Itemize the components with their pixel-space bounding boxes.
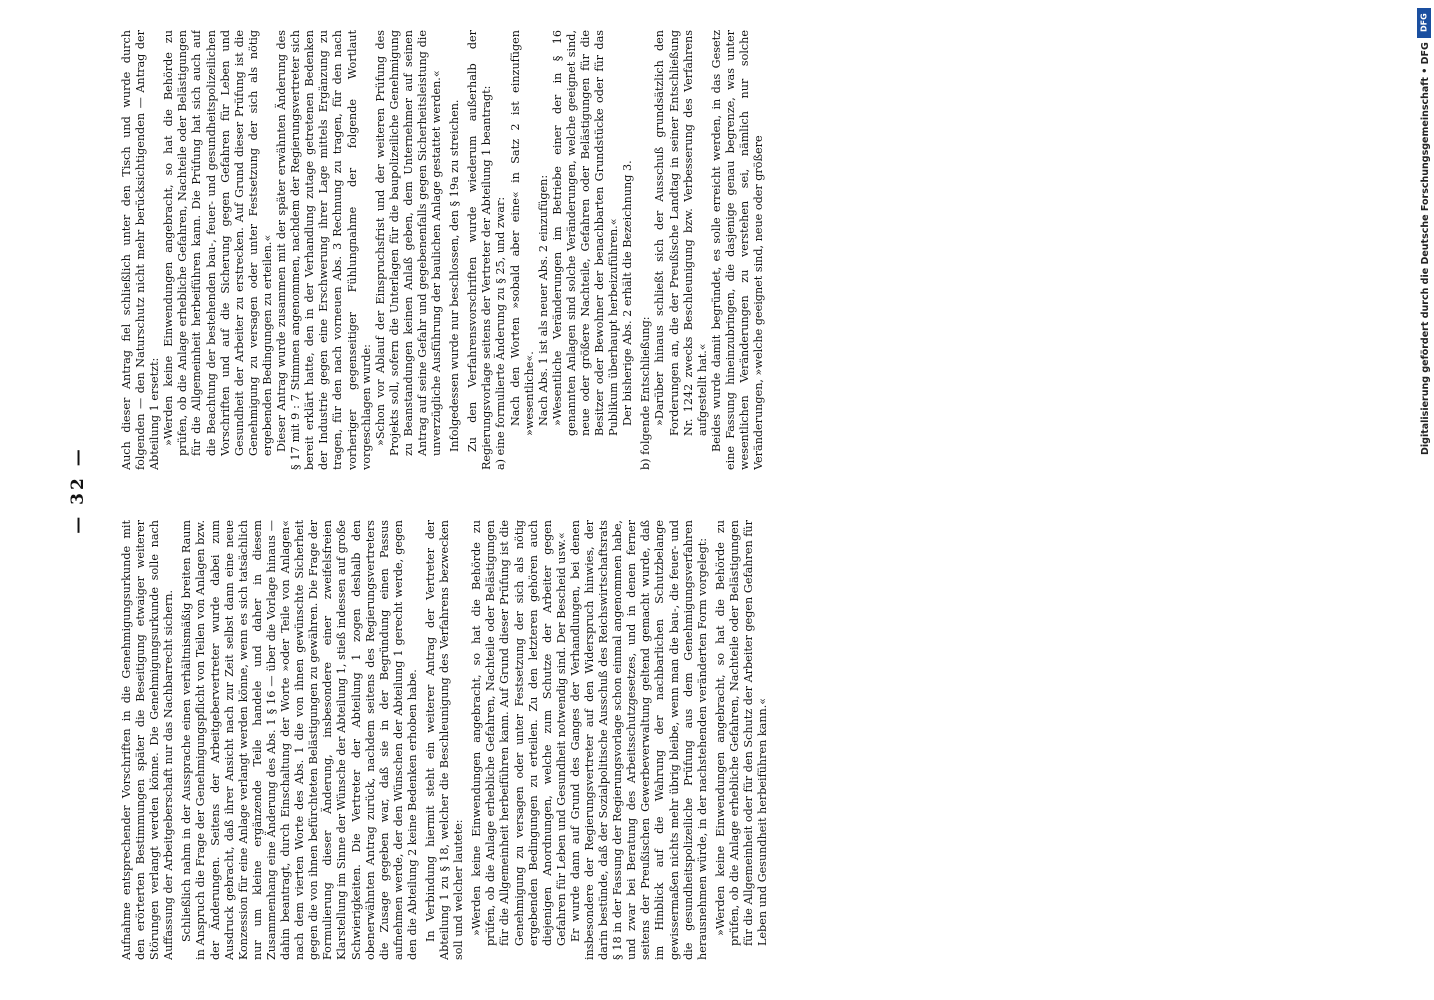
list-item: a) eine formulierte Änderung zu § 25, und zwar: — [494, 196, 508, 470]
quoted-paragraph: »Schon vor Ablauf der Einspruchsfrist und der weiteren Prüfung des Projekts soll, sofern die Unterlagen für die baupolizeiliche Genehmigung zu Beanstandungen keinen Anlaß geben, dem Unternehmer auf seinen Antrag auf seine Gefahr und gegebenenfalls gegen Sicherheitsleistung die unverzügliche Ausführung der baulichen Anlage gestattet werden.« — [373, 30, 444, 456]
paragraph: Zu den Verfahrensvorschriften wurde wiederum außerhalb der Regierungsvorlage seitens der Vertreter der Abteilung 1 beantragt: — [466, 30, 494, 470]
quoted-paragraph: »Werden keine Einwendungen angebracht, so hat die Behörde zu prüfen, ob die Anlage erhebliche Gefahren, Nachteile oder Belästigungen für die Allgemeinheit oder für den Schutz der Arbeiter gegen Gefahren für Leben und Gesundheit herbeiführen kann.« — [713, 520, 770, 946]
dfg-logo-icon: DFG — [1417, 8, 1431, 38]
list-subitem: Der bisherige Abs. 2 erhält die Bezeichnung 3. — [621, 160, 635, 426]
paragraph: Schließlich nahm in der Aussprache einen verhältnismäßig breiten Raum in Anspruch die Frage der Genehmigungspflicht von Teilen von Anlagen bzw. der Änderungen. Seitens der Arbeitgebervertreter wurde dabei zum Ausdruck gebracht, daß ihrer Ansicht nach zur Zeit selbst dann eine neue Konzession für eine Anlage verlangt werden könne, wenn es sich tatsächlich nur um kleine ergänzende Teile handele und daher in diesem Zusammenhang eine Änderung des Abs. 1 § 16 — über die Vorlage hinaus — dahin beantragt, durch Einschaltung der Worte »oder Teile von Anlagen« nach dem vierten Worte des Abs. 1 die von ihnen gewünschte Sicherheit gegen die von ihnen befürchteten Belästigungen zu gewähren. Die Frage der Formulierung dieser Änderung, insbesondere einer zweifelsfreien Klarstellung im Sinne der Wünsche der Abteilung 1, stieß indessen auf große Schwierigkeiten. Die Vertreter der Abteilung 1 zogen deshalb den obenerwähnten Antrag zurück, nachdem seitens des Regierungsvertreters die Zusage gegeben war, daß sie in der Begründung einen Passus aufnehmen werde, der den Wünschen der Abteilung 1 gerecht werde, gegen den die Abteilung 2 keine Bedenken erhoben habe. — [180, 520, 419, 960]
right-text-column — [120, 30, 1360, 470]
paragraph: Er wurde dann auf Grund des Ganges der Verhandlungen, bei denen insbesondere der Regierungsvertreter auf den Widerspruch hinwies, der darin bestünde, daß der Sozialpolitische Ausschuß des Reichswirtschaftsrats § 18 in der Fassung der Regierungsvorlage schon einmal angenommen habe, und zwar bei Beratung des Arbeitsschutzgesetzes, und in denen ferner seitens der Preußischen Gewerbeverwaltung geltend gemacht wurde, daß im Hinblick auf die Wahrung der nachbarlichen Schutzbelange gewissermaßen nichts mehr übrig bleibe, wenn man die bau-, die feuer- und die gesundheitspolizeiliche Prüfung aus dem Genehmigungsverfahren herausnehmen würde, in der nachstehenden veränderten Form vorgelegt: — [568, 520, 709, 960]
page-number: — 32 — — [68, 446, 88, 534]
digitization-credit: Digitalisierung gefördert durch die Deutsche Forschungsgemeinschaft • DFG — [1420, 42, 1431, 455]
left-text-column — [120, 520, 1360, 960]
paragraph: Dieser Antrag wurde zusammen mit der später erwähnten Änderung des § 17 mit 9 : 7 Stimmen angenommen, nachdem der Regierungsvertreter sich bereit erklärt hatte, den in der Verhandlung zutage getretenen Bedenken der Industrie gegen eine Erschwerung ihrer Lage mittels Ergänzung zu tragen, für den nach vorneuen Abs. 3 Rechnung zu tragen, für den nach vorheriger gegenseitiger Fühlungnahme der folgende Wortlaut vorgeschlagen wurde: — [275, 30, 373, 470]
quoted-paragraph: »Wesentliche Veränderungen im Betriebe einer der in § 16 genannten Anlagen sind solche Veränderungen, welche geeignet sind, neue oder größere Nachteile, Gefahren oder Belästigungen für die Besitzer oder Bewohner der benachbarten Grundstücke oder für das Publikum überhaupt herbeizuführen.« — [550, 30, 621, 436]
list-subitem: Nach Abs. 1 ist als neuer Abs. 2 einzufügen: — [536, 174, 550, 426]
list-item: b) folgende Entschließung: — [639, 316, 653, 470]
paragraph: Aufnahme entsprechender Vorschriften in die Genehmigungsurkunde mit den erörterten Bestimmungen später die Beseitigung etwaiger weiterer Störungen verlangt werden könne. Die Genehmigungsurkunde solle nach Auffassung der Arbeitgeberschaft nur das Nachbarrecht sichern. — [120, 520, 176, 960]
paragraph: Auch dieser Antrag fiel schließlich unter den Tisch und wurde durch folgenden — den Naturschutz nicht mehr berücksichtigenden — Antrag der Abteilung 1 ersetzt: — [120, 30, 162, 470]
quoted-paragraph: »Darüber hinaus schließt sich der Ausschuß grundsätzlich den Forderungen an, die der Preußische Landtag in seiner Entschließung Nr. 1242 zwecks Beschleunigung bzw. Verbesserung des Verfahrens aufgestellt hat.« — [653, 30, 709, 436]
paragraph: Beides wurde damit begründet, es solle erreicht werden, in das Gesetz eine Fassung hineinzubringen, die dasjenige genau begrenze, was unter wesentlichen Veränderungen zu verstehen sei, nämlich nur solche Veränderungen, »welche geeignet sind, neue oder größere — [709, 30, 766, 470]
rotated-document-page — [60, 20, 1390, 960]
paragraph: Infolgedessen wurde nur beschlossen, den § 19a zu streichen. — [448, 99, 462, 452]
list-subitem: Nach den Worten »sobald aber eine« in Satz 2 ist einzufügen »wesentliche«. — [508, 30, 536, 436]
quoted-paragraph: »Werden keine Einwendungen angebracht, so hat die Behörde zu prüfen, ob die Anlage erhebliche Gefahren, Nachteile oder Belästigungen für die Allgemeinheit herbeiführen kann. Die Prüfung hat sich auch auf die Beachtung der bestehenden bau-, feuer- und gesundheitspolizeilichen Vorschriften und auf die Sicherung gegen Gefahren für Leben und Gesundheit der Arbeiter zu erstrecken. Auf Grund dieser Prüfung ist die Genehmigung zu versagen oder unter Festsetzung der sich als nötig ergebenden Bedingungen zu erteilen.« — [162, 30, 274, 456]
paragraph: In Verbindung hiermit steht ein weiterer Antrag der Vertreter der Abteilung 1 zu § 18, welcher die Beschleunigung des Verfahrens bezwecken soll und welcher lautete: — [423, 520, 466, 960]
digitization-sidebar — [1404, 0, 1434, 1000]
quoted-paragraph: »Werden keine Einwendungen angebracht, so hat die Behörde zu prüfen, ob die Anlage erhebliche Gefahren, Nachteile oder Belästigungen für die Allgemeinheit herbeiführen kann. Auf Grund dieser Prüfung ist die Genehmigung zu versagen oder unter Festsetzung der sich als nötig ergebenden Bedingungen zu erteilen. Zu den letzteren gehören auch diejenigen Anordnungen, welche zum Schutze der Arbeiter gegen Gefahren für Leben und Gesundheit notwendig sind. Der Bescheid usw.« — [470, 520, 568, 946]
